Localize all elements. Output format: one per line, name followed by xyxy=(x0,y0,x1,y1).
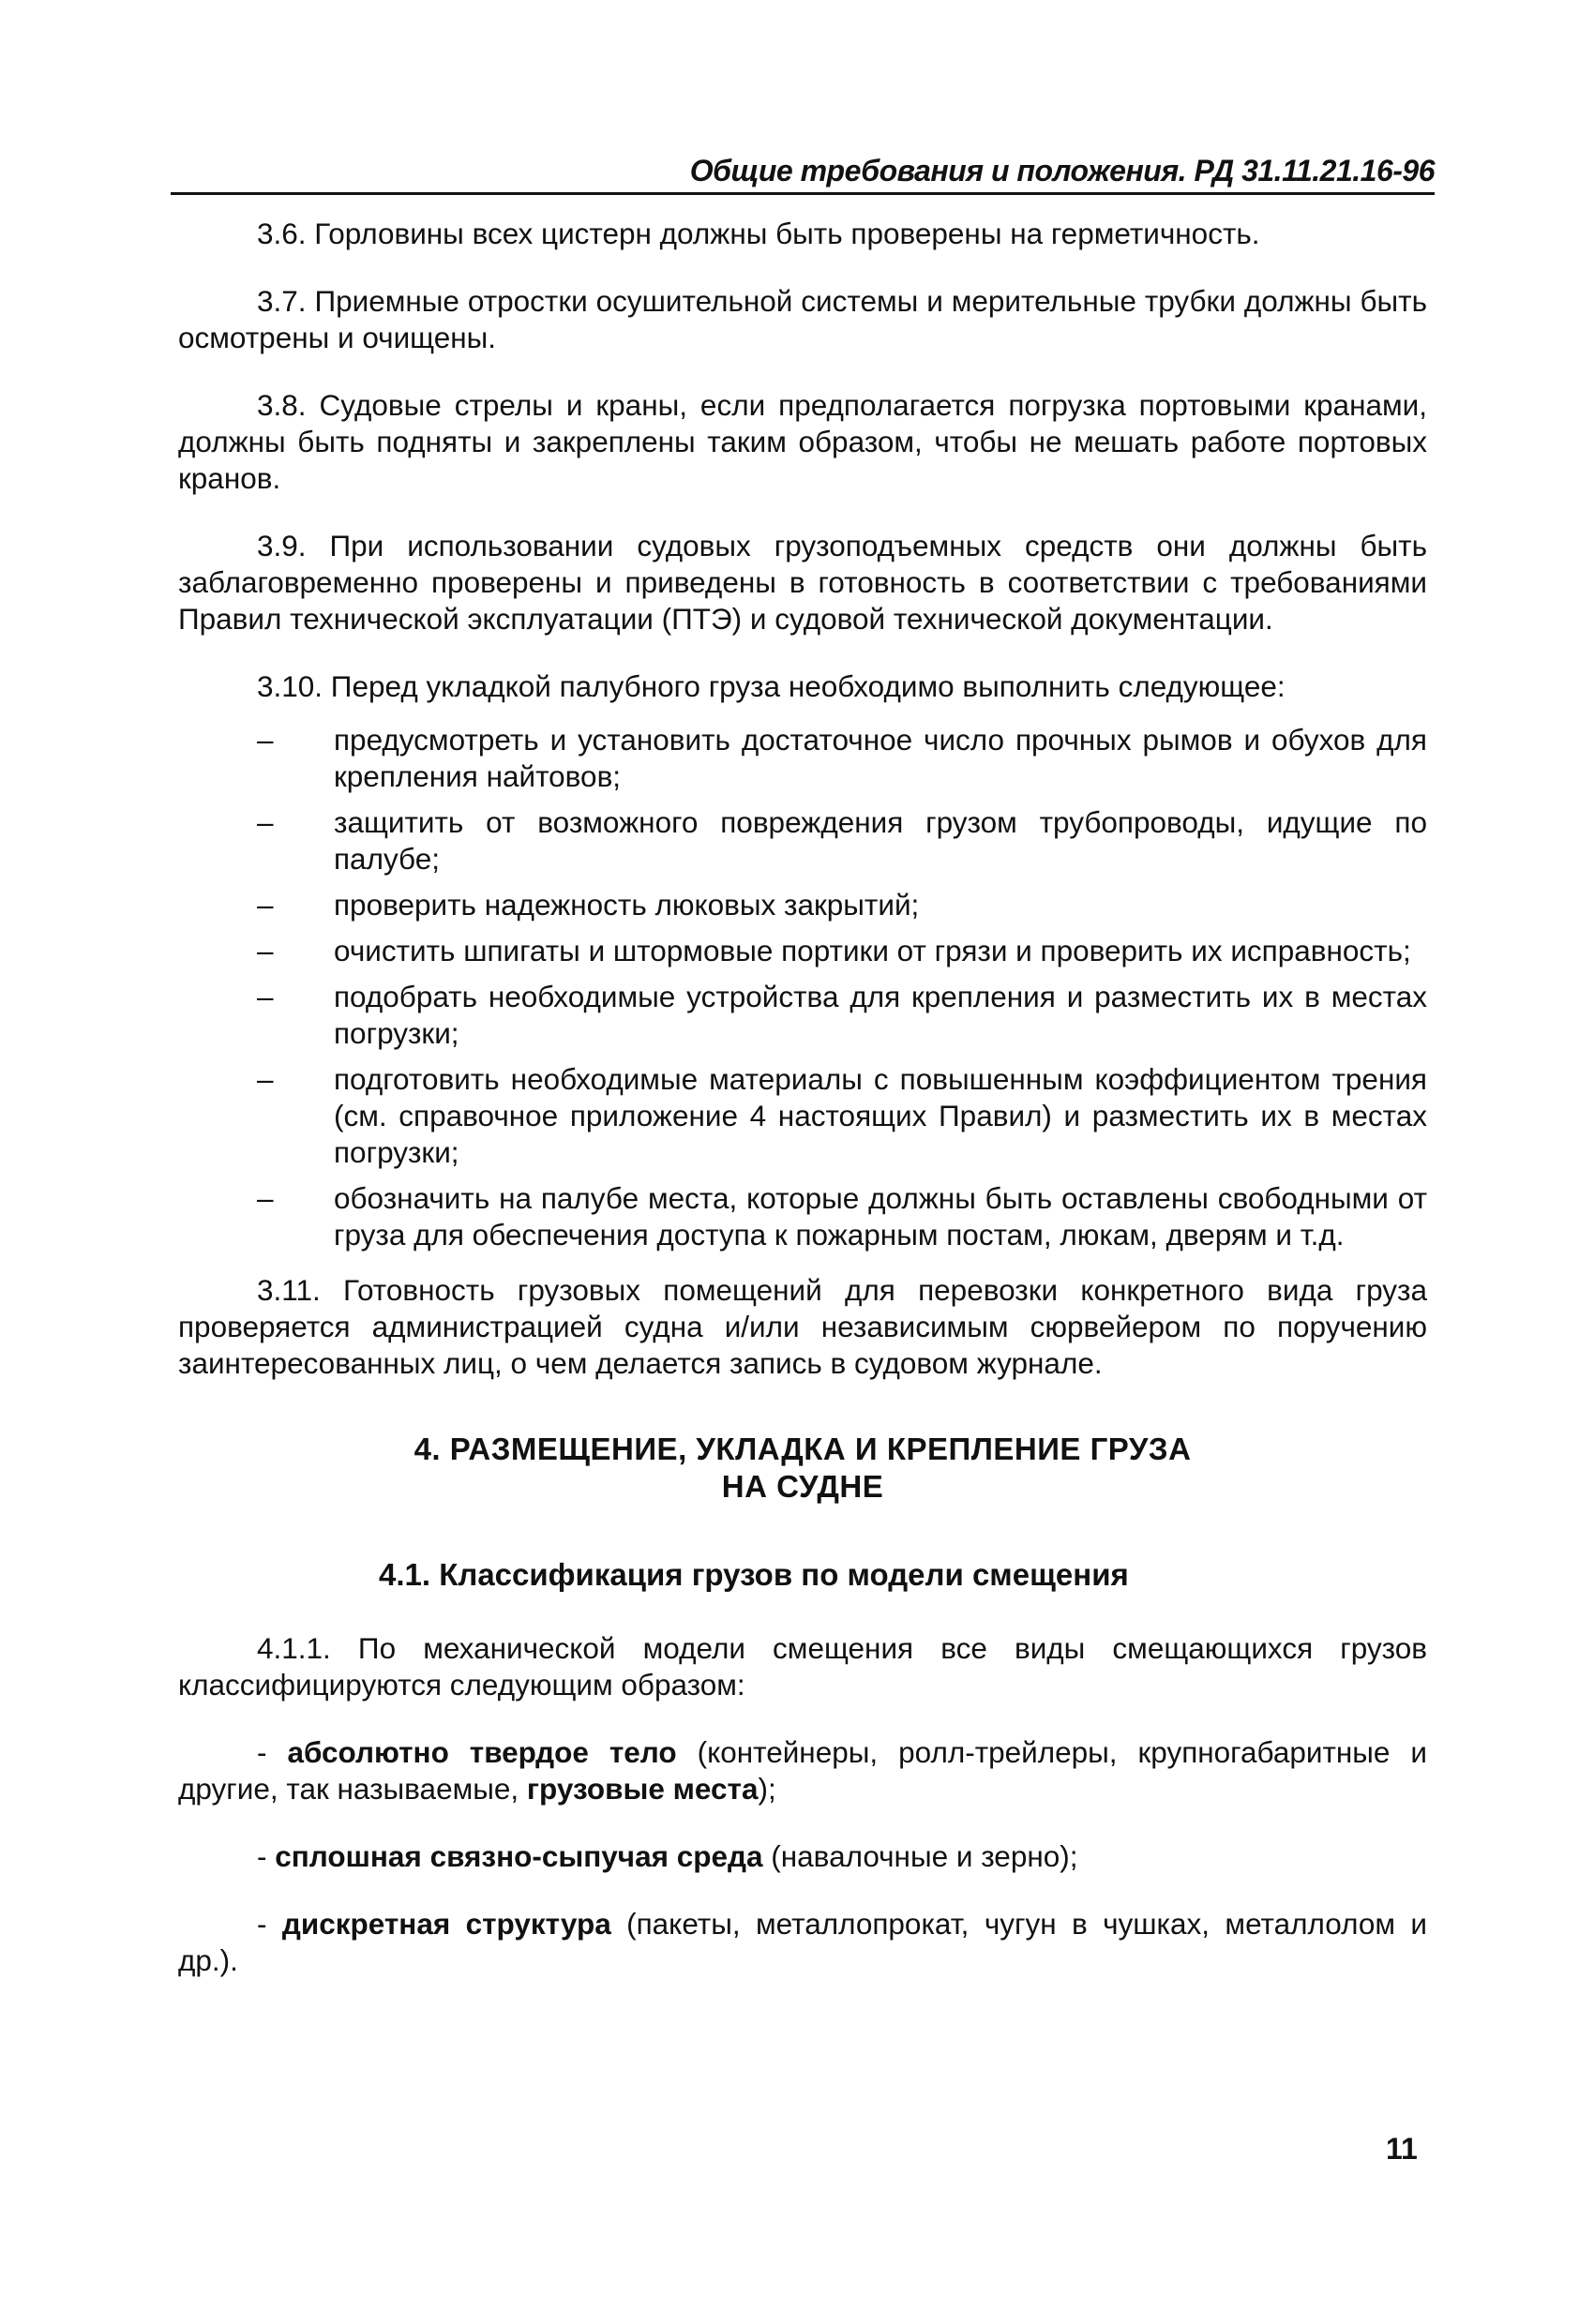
item-text: (навалочные и зерно); xyxy=(762,1839,1078,1873)
section-title-line: НА СУДНЕ xyxy=(721,1469,884,1504)
term: абсолютно твердое тело xyxy=(287,1735,677,1769)
list-item-text: подобрать необходимые устройства для крепления и разместить их в местах погрузки; xyxy=(334,980,1427,1050)
paragraph-3-10: 3.10. Перед укладкой палубного груза необходимо выполнить следующее: xyxy=(257,669,1286,703)
item-text: (пакеты, металлопрокат, чугун в чушках, металлолом и др.). xyxy=(178,1907,1427,1977)
classification-item-bulk xyxy=(178,1838,1427,1875)
classification-item-solid xyxy=(178,1734,1427,1807)
list-dash: – xyxy=(257,888,274,922)
list-item-text: подготовить необходимые материалы с повышенным коэффициентом трения (см. справочное приложение 4 настоящих Правил) и разместить их в местах погрузки; xyxy=(334,1062,1427,1169)
section-title-line: 4. РАЗМЕЩЕНИЕ, УКЛАДКА И КРЕПЛЕНИЕ ГРУЗА xyxy=(414,1432,1192,1466)
term: дискретная структура xyxy=(281,1907,611,1941)
list-dash: – xyxy=(257,1062,274,1096)
item-prefix: - xyxy=(257,1735,288,1769)
paragraph-3-6: 3.6. Горловины всех цистерн должны быть проверены на герметичность. xyxy=(257,217,1260,250)
running-header: Общие требования и положения. РД 31.11.21.16-96 xyxy=(689,154,1435,187)
section-4-title xyxy=(178,1431,1427,1506)
item-text: (контейнеры, ролл-трейлеры, крупногабаритные и другие, так называемые, xyxy=(178,1735,1427,1806)
list-item xyxy=(178,1180,1427,1253)
list-3-10 xyxy=(178,722,1427,1253)
list-item-text: очистить шпигаты и штормовые портики от грязи и проверить их исправность; xyxy=(334,934,1411,967)
subsection-4-1-title: 4.1. Классификация грузов по модели смещения xyxy=(379,1557,1129,1592)
item-text: ); xyxy=(758,1772,776,1806)
list-dash: – xyxy=(257,723,274,757)
page-number: 11 xyxy=(1386,2132,1418,2166)
list-item xyxy=(178,1061,1427,1171)
classification-item-discrete xyxy=(178,1906,1427,1979)
list-item xyxy=(178,722,1427,795)
term: сплошная связно-сыпучая среда xyxy=(275,1839,763,1873)
item-prefix: - xyxy=(257,1839,276,1873)
paragraph-3-11: 3.11. Готовность грузовых помещений для перевозки конкретного вида груза проверяется администрацией судна и/или независимым сюрвейером по поручению заинтересованных лиц, о чем делается запись в судовом журнале. xyxy=(178,1273,1427,1380)
term: грузовые места xyxy=(526,1772,759,1806)
list-item xyxy=(178,804,1427,877)
header-rule xyxy=(171,192,1435,195)
list-item xyxy=(178,887,1427,923)
list-item-text: защитить от возможного повреждения грузом трубопроводы, идущие по палубе; xyxy=(334,805,1427,876)
paragraph-3-8: 3.8. Судовые стрелы и краны, если предполагается погрузка портовыми кранами, должны быть подняты и закреплены таким образом, чтобы не мешать работе портовых кранов. xyxy=(178,388,1427,495)
list-item-text: проверить надежность люковых закрытий; xyxy=(334,888,920,922)
list-dash: – xyxy=(257,934,274,967)
list-dash: – xyxy=(257,980,274,1013)
list-item-text: обозначить на палубе места, которые должны быть оставлены свободными от груза для обеспечения доступа к пожарным постам, люкам, дверям и т.д. xyxy=(334,1181,1427,1252)
list-item xyxy=(178,933,1427,969)
paragraph-3-7: 3.7. Приемные отростки осушительной системы и мерительные трубки должны быть осмотрены и очищены. xyxy=(178,284,1427,354)
list-item xyxy=(178,979,1427,1052)
list-dash: – xyxy=(257,1181,274,1215)
list-item-text: предусмотреть и установить достаточное число прочных рымов и обухов для крепления найтовов; xyxy=(334,723,1427,793)
list-dash: – xyxy=(257,805,274,839)
paragraph-4-1-1: 4.1.1. По механической модели смещения все виды смещающихся грузов классифицируются следующим образом: xyxy=(178,1631,1427,1702)
item-prefix: - xyxy=(257,1907,282,1941)
paragraph-3-9: 3.9. При использовании судовых грузоподъемных средств они должны быть заблаговременно проверены и приведены в готовность в соответствии с требованиями Правил технической эксплуатации (ПТЭ) и судовой технической документации. xyxy=(178,529,1427,636)
page-body xyxy=(178,216,1427,2010)
